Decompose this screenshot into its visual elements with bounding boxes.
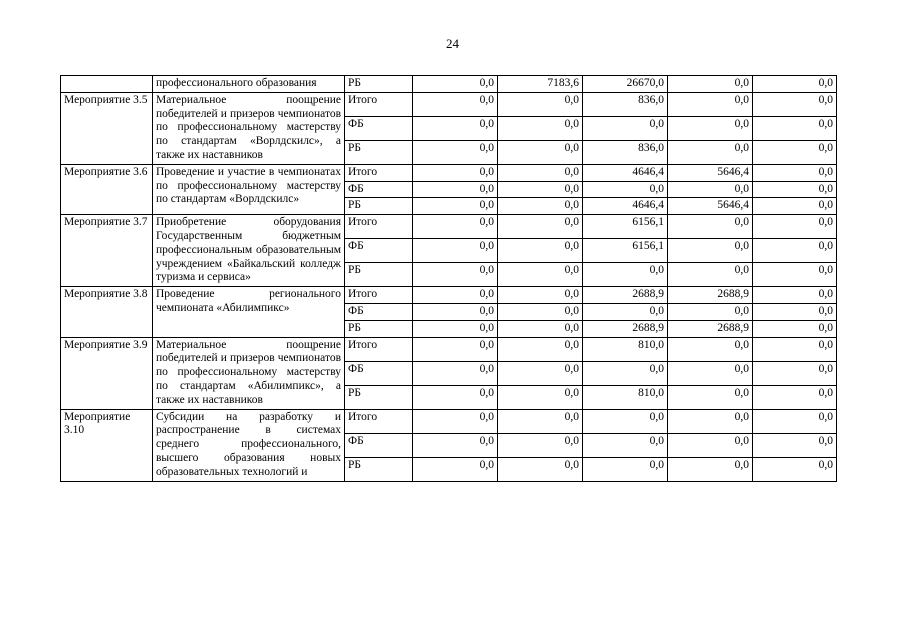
value-cell: 0,0 bbox=[498, 215, 583, 239]
source-cell: ФБ bbox=[345, 361, 413, 385]
value-cell: 0,0 bbox=[498, 320, 583, 337]
value-cell: 0,0 bbox=[498, 92, 583, 116]
value-cell: 0,0 bbox=[498, 337, 583, 361]
source-cell: Итого bbox=[345, 409, 413, 433]
value-cell: 0,0 bbox=[668, 385, 753, 409]
value-cell: 0,0 bbox=[668, 215, 753, 239]
event-cell: Мероприятие 3.8 bbox=[61, 287, 153, 337]
value-cell: 4646,4 bbox=[583, 198, 668, 215]
description-cell: Материальное поощрение победителей и призеров чемпионатов по профессиональному мастерству по стандартам «Абилимпикс», а также их наставников bbox=[153, 337, 345, 409]
value-cell: 0,0 bbox=[668, 457, 753, 481]
source-cell: Итого bbox=[345, 215, 413, 239]
source-cell: ФБ bbox=[345, 303, 413, 320]
value-cell: 0,0 bbox=[753, 433, 837, 457]
value-cell: 0,0 bbox=[753, 140, 837, 164]
value-cell: 2688,9 bbox=[668, 287, 753, 304]
value-cell: 0,0 bbox=[413, 92, 498, 116]
value-cell: 0,0 bbox=[753, 361, 837, 385]
value-cell: 0,0 bbox=[498, 385, 583, 409]
value-cell: 0,0 bbox=[413, 116, 498, 140]
value-cell: 0,0 bbox=[668, 140, 753, 164]
continuation-row bbox=[61, 76, 837, 93]
description-cell: Проведение регионального чемпионата «Абилимпикс» bbox=[153, 287, 345, 337]
value-cell: 0,0 bbox=[413, 287, 498, 304]
page-number: 24 bbox=[446, 36, 459, 51]
value-cell: 0,0 bbox=[753, 92, 837, 116]
value-cell: 0,0 bbox=[668, 337, 753, 361]
source-cell: Итого bbox=[345, 337, 413, 361]
source-cell: ФБ bbox=[345, 181, 413, 198]
value-cell: 6156,1 bbox=[583, 215, 668, 239]
value-cell: 2688,9 bbox=[668, 320, 753, 337]
value-cell: 6156,1 bbox=[583, 239, 668, 263]
description-cell: Материальное поощрение победителей и призеров чемпионатов по профессиональному мастерству по стандартам «Ворлдскилс», а также их наставников bbox=[153, 92, 345, 164]
value-cell: 0,0 bbox=[753, 337, 837, 361]
source-cell: Итого bbox=[345, 287, 413, 304]
value-cell: 0,0 bbox=[498, 198, 583, 215]
table-row bbox=[61, 164, 837, 181]
source-cell: РБ bbox=[345, 385, 413, 409]
value-cell: 0,0 bbox=[583, 303, 668, 320]
value-cell: 0,0 bbox=[498, 457, 583, 481]
value-cell: 0,0 bbox=[668, 181, 753, 198]
description-cell: профессионального образования bbox=[153, 76, 345, 93]
value-cell: 5646,4 bbox=[668, 164, 753, 181]
source-cell: ФБ bbox=[345, 116, 413, 140]
value-cell: 0,0 bbox=[753, 198, 837, 215]
value-cell: 0,0 bbox=[668, 76, 753, 93]
value-cell: 0,0 bbox=[413, 385, 498, 409]
value-cell: 0,0 bbox=[413, 198, 498, 215]
value-cell: 0,0 bbox=[413, 303, 498, 320]
value-cell: 0,0 bbox=[753, 303, 837, 320]
value-cell: 836,0 bbox=[583, 92, 668, 116]
source-cell: РБ bbox=[345, 198, 413, 215]
event-cell: Мероприятие 3.7 bbox=[61, 215, 153, 287]
table-row bbox=[61, 337, 837, 361]
value-cell: 0,0 bbox=[413, 320, 498, 337]
value-cell: 836,0 bbox=[583, 140, 668, 164]
value-cell: 0,0 bbox=[583, 433, 668, 457]
value-cell: 0,0 bbox=[753, 116, 837, 140]
value-cell: 0,0 bbox=[413, 76, 498, 93]
value-cell: 0,0 bbox=[583, 457, 668, 481]
value-cell: 0,0 bbox=[498, 239, 583, 263]
value-cell: 0,0 bbox=[413, 263, 498, 287]
value-cell: 0,0 bbox=[583, 116, 668, 140]
table-row bbox=[61, 409, 837, 433]
value-cell: 0,0 bbox=[583, 409, 668, 433]
value-cell: 0,0 bbox=[413, 433, 498, 457]
event-cell: Мероприятие 3.6 bbox=[61, 164, 153, 214]
value-cell: 0,0 bbox=[498, 263, 583, 287]
value-cell: 0,0 bbox=[753, 215, 837, 239]
value-cell: 7183,6 bbox=[498, 76, 583, 93]
value-cell: 0,0 bbox=[498, 287, 583, 304]
source-cell: Итого bbox=[345, 164, 413, 181]
event-cell: Мероприятие 3.5 bbox=[61, 92, 153, 164]
value-cell: 0,0 bbox=[498, 116, 583, 140]
source-cell: Итого bbox=[345, 92, 413, 116]
value-cell: 0,0 bbox=[583, 361, 668, 385]
value-cell: 0,0 bbox=[753, 385, 837, 409]
value-cell: 0,0 bbox=[753, 287, 837, 304]
value-cell: 0,0 bbox=[753, 409, 837, 433]
value-cell: 26670,0 bbox=[583, 76, 668, 93]
source-cell: ФБ bbox=[345, 239, 413, 263]
value-cell: 0,0 bbox=[413, 457, 498, 481]
event-cell: Мероприятие 3.9 bbox=[61, 337, 153, 409]
source-cell: РБ bbox=[345, 140, 413, 164]
source-cell: РБ bbox=[345, 457, 413, 481]
budget-table bbox=[60, 75, 837, 482]
value-cell: 0,0 bbox=[753, 457, 837, 481]
value-cell: 0,0 bbox=[413, 337, 498, 361]
event-cell bbox=[61, 76, 153, 93]
value-cell: 4646,4 bbox=[583, 164, 668, 181]
value-cell: 0,0 bbox=[413, 181, 498, 198]
value-cell: 0,0 bbox=[498, 303, 583, 320]
value-cell: 0,0 bbox=[413, 239, 498, 263]
value-cell: 0,0 bbox=[413, 361, 498, 385]
source-cell: РБ bbox=[345, 320, 413, 337]
table-row bbox=[61, 215, 837, 239]
value-cell: 0,0 bbox=[753, 164, 837, 181]
value-cell: 0,0 bbox=[498, 433, 583, 457]
value-cell: 0,0 bbox=[498, 181, 583, 198]
value-cell: 0,0 bbox=[668, 303, 753, 320]
description-cell: Приобретение оборудования Государственным бюджетным профессиональным образовательным учреждением «Байкальский колледж туризма и сервиса» bbox=[153, 215, 345, 287]
value-cell: 0,0 bbox=[583, 263, 668, 287]
value-cell: 810,0 bbox=[583, 385, 668, 409]
value-cell: 0,0 bbox=[753, 320, 837, 337]
value-cell: 0,0 bbox=[498, 409, 583, 433]
value-cell: 0,0 bbox=[668, 433, 753, 457]
value-cell: 0,0 bbox=[753, 76, 837, 93]
value-cell: 0,0 bbox=[753, 239, 837, 263]
value-cell: 0,0 bbox=[413, 215, 498, 239]
description-cell: Субсидии на разработку и распространение в системах среднего профессионального, высшего образования новых образовательных технологий и bbox=[153, 409, 345, 481]
value-cell: 0,0 bbox=[668, 263, 753, 287]
value-cell: 0,0 bbox=[753, 263, 837, 287]
value-cell: 5646,4 bbox=[668, 198, 753, 215]
table-body bbox=[61, 76, 837, 482]
value-cell: 0,0 bbox=[413, 164, 498, 181]
table-row bbox=[61, 287, 837, 304]
value-cell: 0,0 bbox=[753, 181, 837, 198]
value-cell: 0,0 bbox=[413, 409, 498, 433]
value-cell: 0,0 bbox=[498, 361, 583, 385]
source-cell: РБ bbox=[345, 76, 413, 93]
value-cell: 0,0 bbox=[668, 116, 753, 140]
value-cell: 0,0 bbox=[668, 92, 753, 116]
event-cell: Мероприятие 3.10 bbox=[61, 409, 153, 481]
value-cell: 0,0 bbox=[498, 164, 583, 181]
value-cell: 0,0 bbox=[668, 239, 753, 263]
value-cell: 2688,9 bbox=[583, 287, 668, 304]
value-cell: 0,0 bbox=[668, 409, 753, 433]
source-cell: ФБ bbox=[345, 433, 413, 457]
value-cell: 0,0 bbox=[668, 361, 753, 385]
table-row bbox=[61, 92, 837, 116]
value-cell: 810,0 bbox=[583, 337, 668, 361]
description-cell: Проведение и участие в чемпионатах по профессиональному мастерству по стандартам «Ворлдскилс» bbox=[153, 164, 345, 214]
source-cell: РБ bbox=[345, 263, 413, 287]
value-cell: 2688,9 bbox=[583, 320, 668, 337]
value-cell: 0,0 bbox=[583, 181, 668, 198]
value-cell: 0,0 bbox=[413, 140, 498, 164]
value-cell: 0,0 bbox=[498, 140, 583, 164]
